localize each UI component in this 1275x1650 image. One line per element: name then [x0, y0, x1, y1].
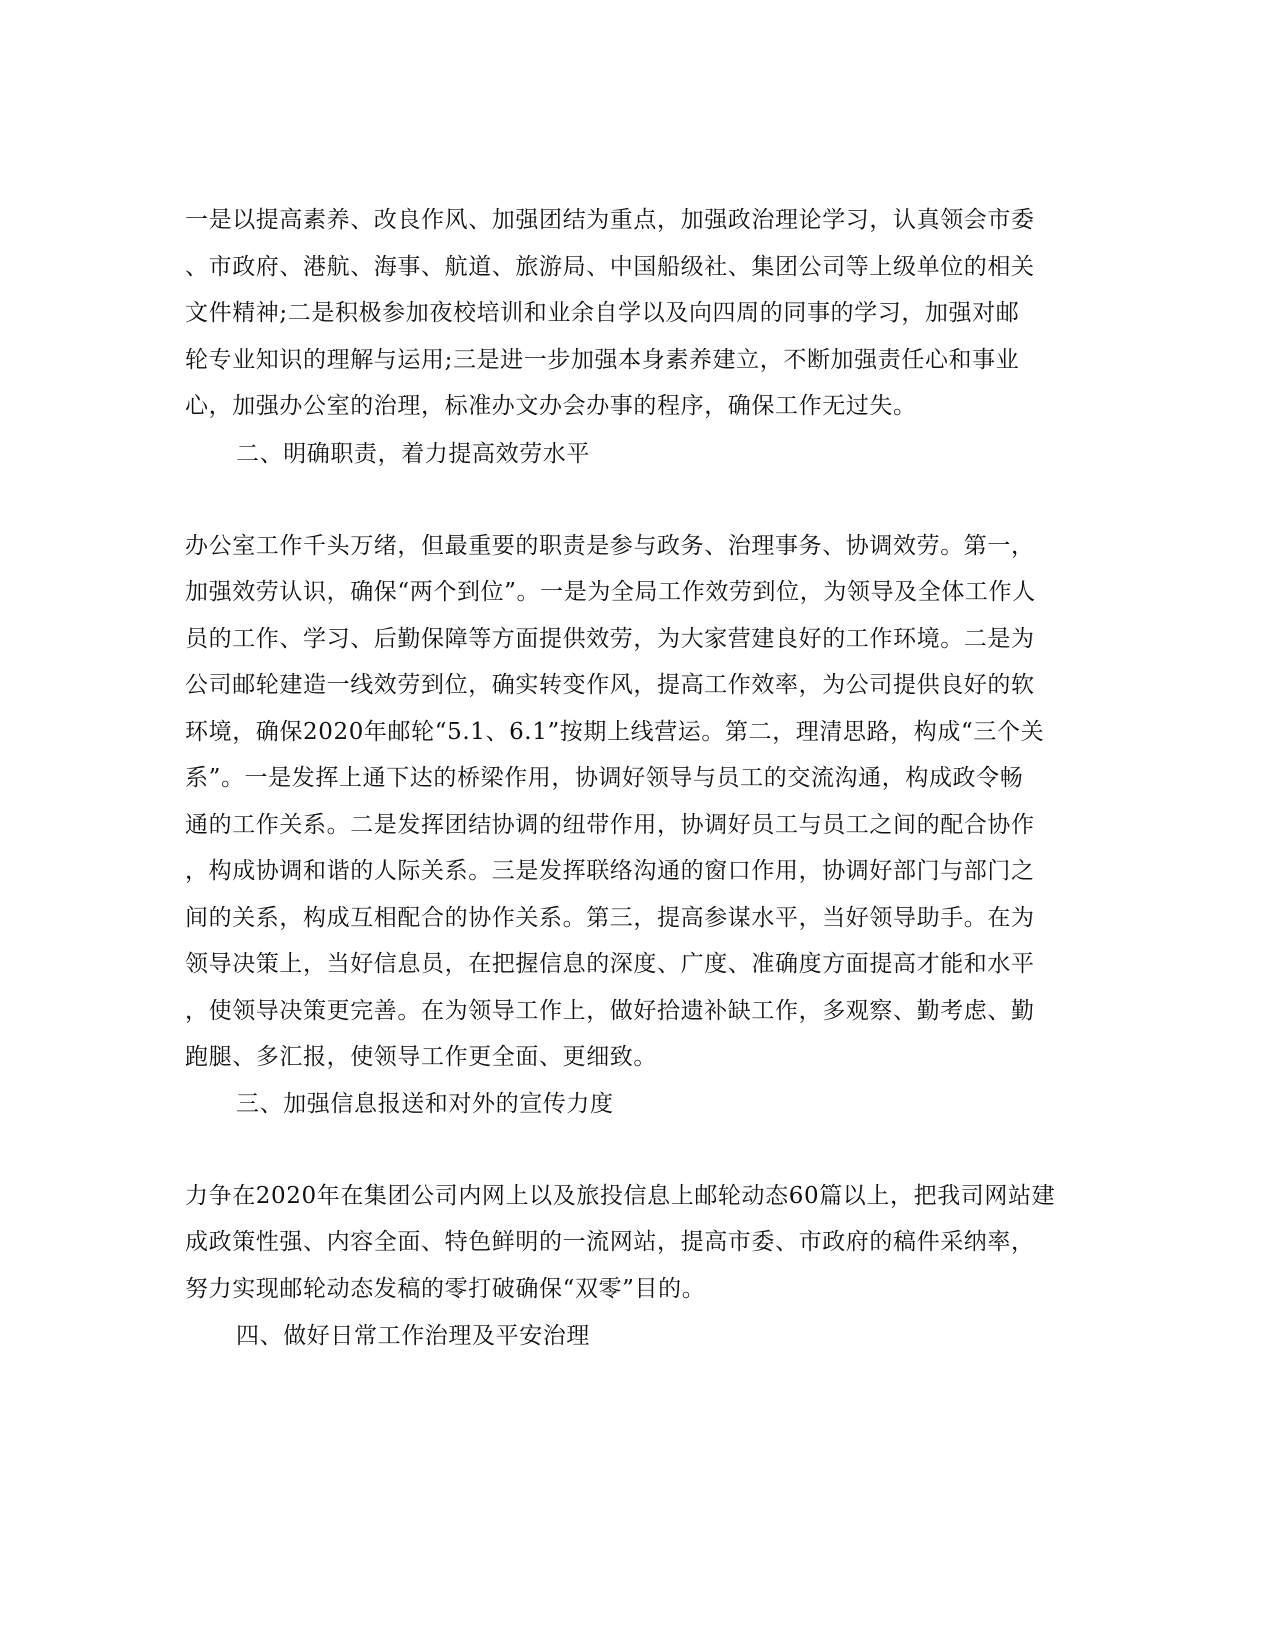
paragraph-1-line-1: 一是以提高素养、改良作风、加强团结为重点，加强政治理论学习，认真领会市委 [185, 207, 1035, 233]
paragraph-1-line-3: 文件精神;二是积极参加夜校培训和业余自学以及向四周的同事的学习，加强对邮 [185, 300, 1020, 326]
section-heading-4: 四、做好日常工作治理及平安治理 [236, 1323, 590, 1349]
paragraph-2-line-3: 员的工作、学习、后勤保障等方面提供效劳，为大家营建良好的工作环境。二是为 [185, 626, 1035, 652]
paragraph-1-line-2: 、市政府、港航、海事、航道、旅游局、中国船级社、集团公司等上级单位的相关 [185, 254, 1035, 280]
paragraph-2-line-12: 跑腿、多汇报，使领导工作更全面、更细致。 [185, 1044, 657, 1070]
paragraph-2-line-8: ，构成协调和谐的人际关系。三是发挥联络沟通的窗口作用，协调好部门与部门之 [185, 858, 1035, 884]
paragraph-2-line-7: 通的工作关系。二是发挥团结协调的纽带作用，协调好员工与员工之间的配合协作 [185, 812, 1035, 838]
section-heading-3: 三、加强信息报送和对外的宣传力度 [236, 1091, 614, 1117]
paragraph-3-line-2: 成政策性强、内容全面、特色鲜明的一流网站，提高市委、市政府的稿件采纳率， [185, 1229, 1035, 1255]
paragraph-2-line-5: 环境，确保2020年邮轮“5.1、6.1”按期上线营运。第二，理清思路，构成“三个关 [185, 719, 1045, 745]
paragraph-2-line-6: 系”。一是发挥上通下达的桥梁作用，协调好领导与员工的交流沟通，构成政令畅 [185, 765, 1024, 791]
paragraph-2-line-11: ，使领导决策更完善。在为领导工作上，做好拾遗补缺工作，多观察、勤考虑、勤 [185, 998, 1035, 1024]
paragraph-1-line-5: 心，加强办公室的治理，标准办文办会办事的程序，确保工作无过失。 [185, 393, 917, 419]
paragraph-2-line-10: 领导决策上，当好信息员，在把握信息的深度、广度、准确度方面提高才能和水平 [185, 951, 1035, 977]
paragraph-3-line-3: 努力实现邮轮动态发稿的零打破确保“双零”目的。 [185, 1276, 706, 1302]
paragraph-2-line-2: 加强效劳认识，确保“两个到位”。一是为全局工作效劳到位，为领导及全体工作人 [185, 579, 1036, 605]
paragraph-1-line-4: 轮专业知识的理解与运用;三是进一步加强本身素养建立，不断加强责任心和事业 [185, 347, 1020, 373]
paragraph-2-line-1: 办公室工作千头万绪，但最重要的职责是参与政务、治理事务、协调效劳。第一， [185, 533, 1035, 559]
paragraph-2-line-4: 公司邮轮建造一线效劳到位，确实转变作风，提高工作效率，为公司提供良好的软 [185, 672, 1035, 698]
paragraph-2-line-9: 间的关系，构成互相配合的协作关系。第三，提高参谋水平，当好领导助手。在为 [185, 905, 1035, 931]
section-heading-2: 二、明确职责，着力提高效劳水平 [236, 441, 590, 467]
paragraph-3-line-1: 力争在2020年在集团公司内网上以及旅投信息上邮轮动态60篇以上，把我司网站建 [185, 1183, 1056, 1209]
